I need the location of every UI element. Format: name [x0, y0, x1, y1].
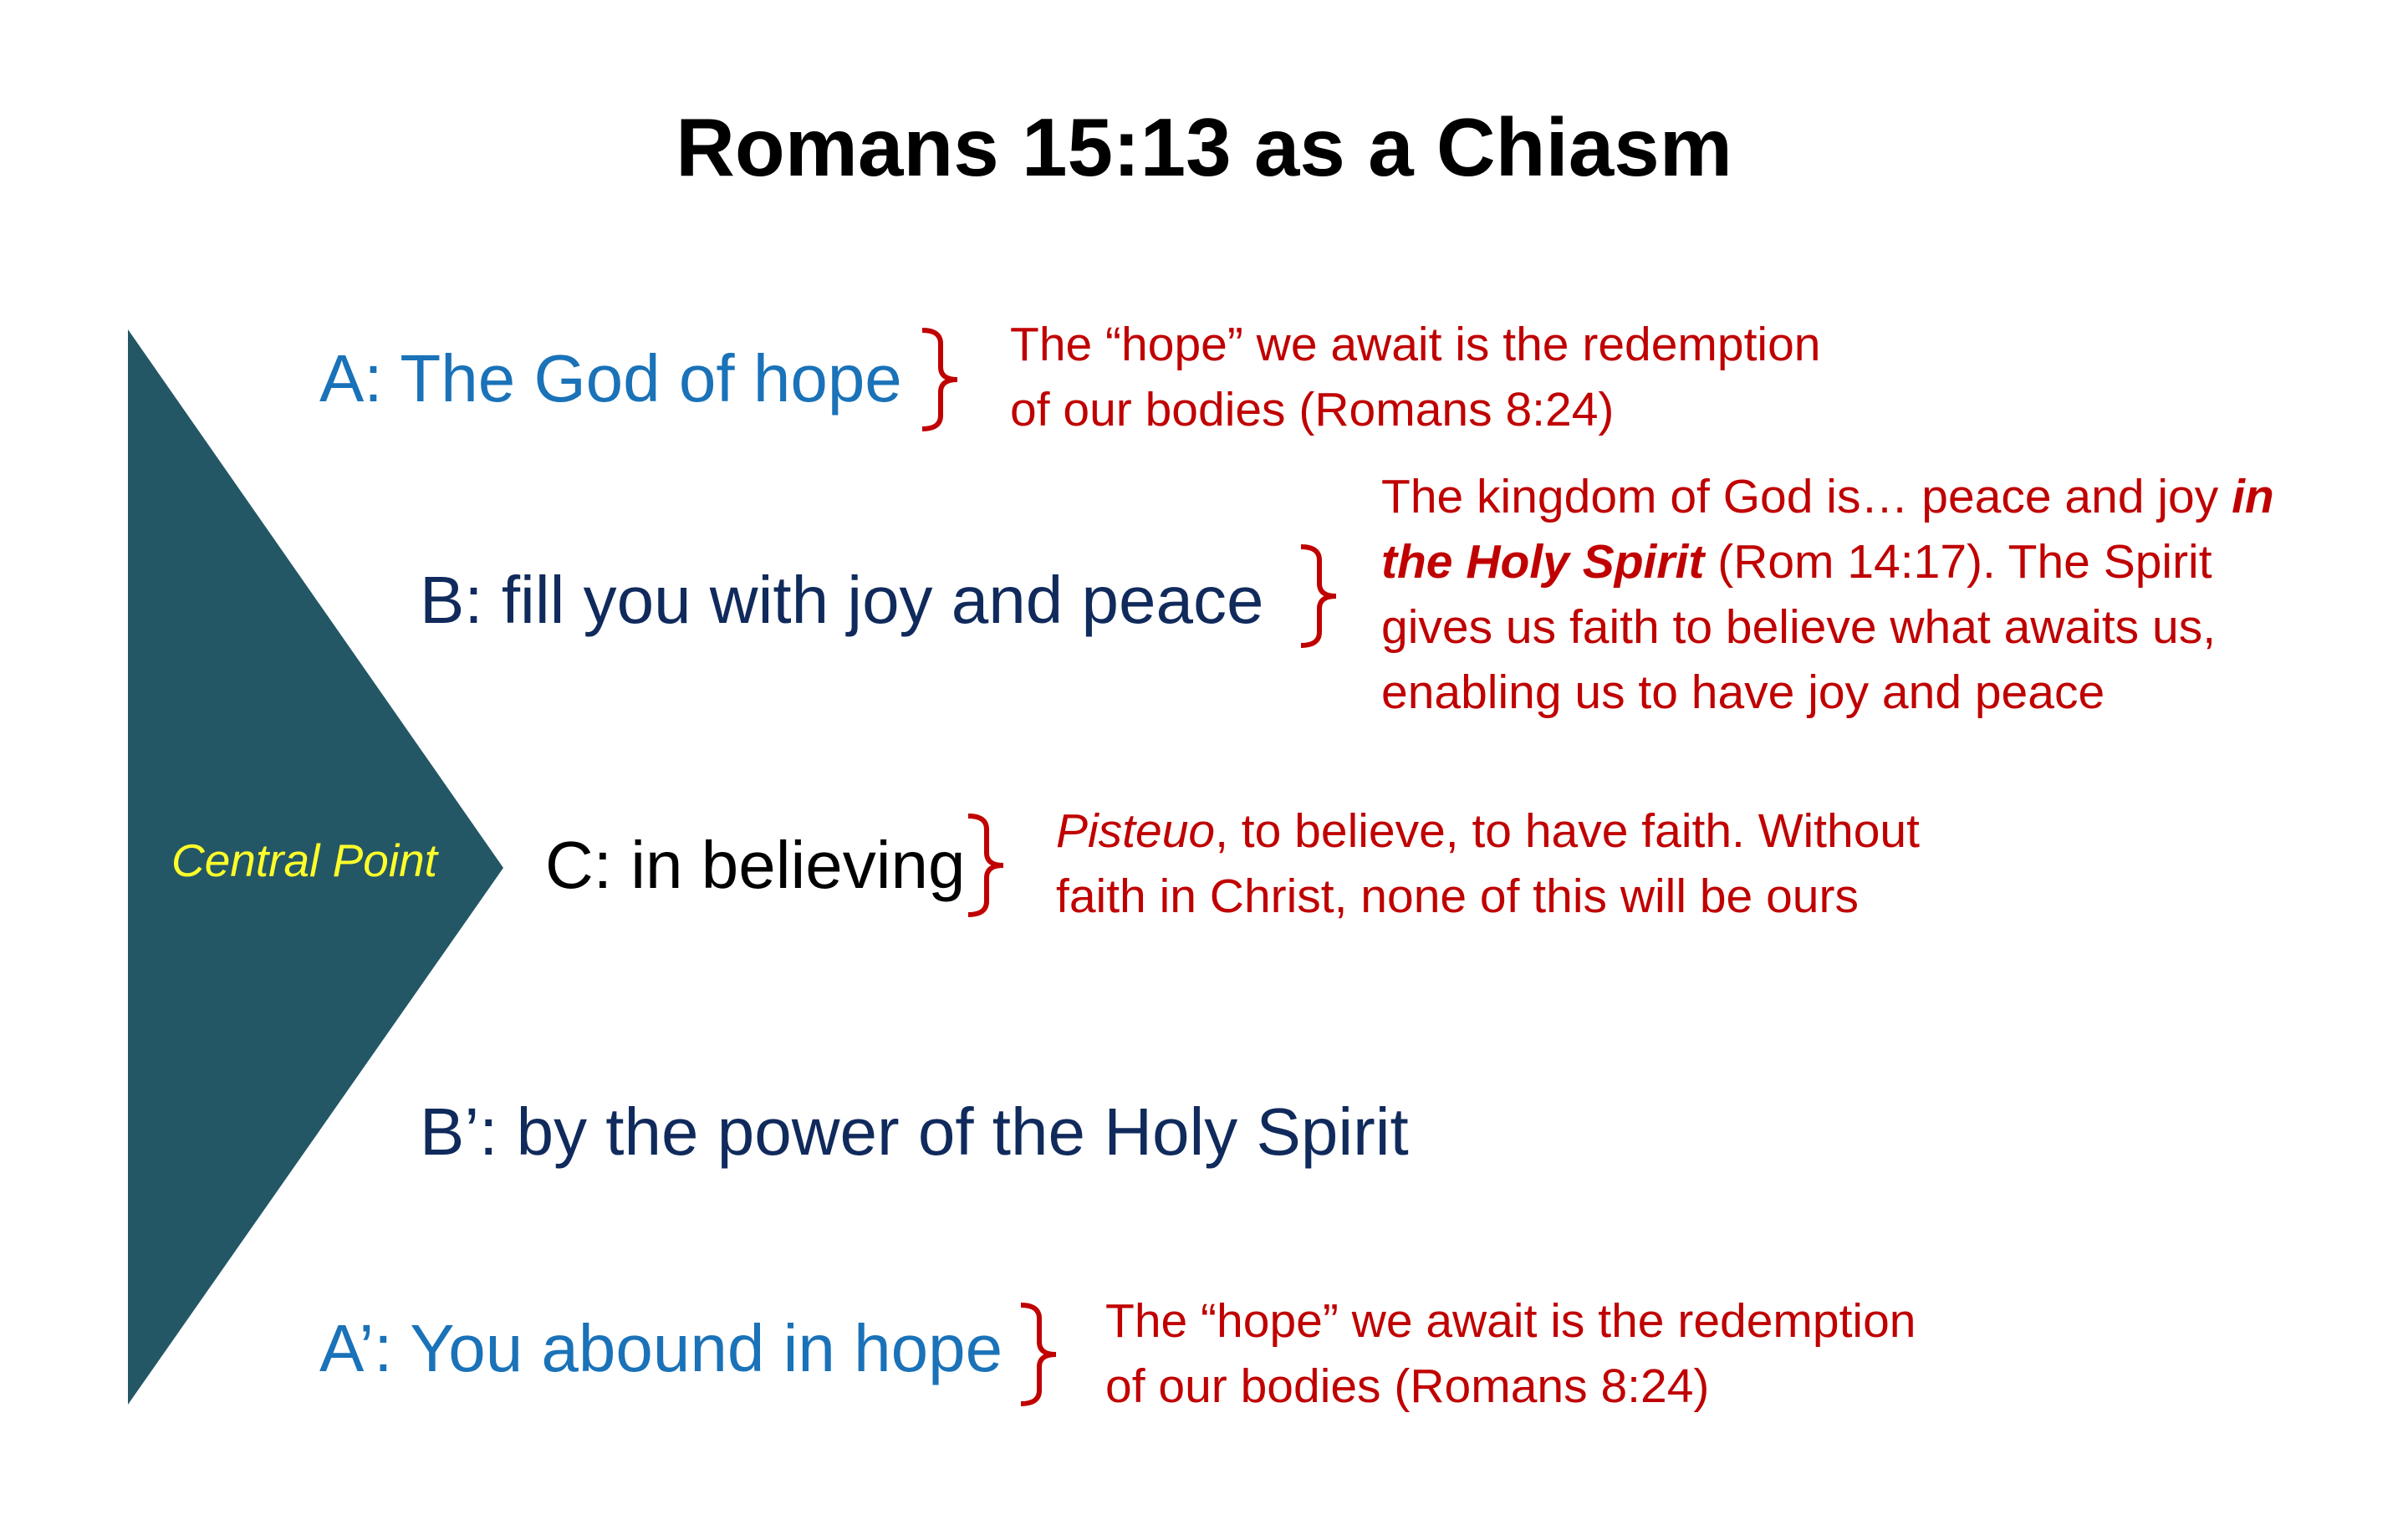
brace-c-icon	[962, 811, 1012, 920]
note-a-line-2: of our bodies (Romans 8:24)	[1010, 383, 1615, 436]
note-a-line-1: The “hope” we await is the redemption	[1010, 318, 1821, 371]
note-b-line-2	[1381, 529, 2274, 594]
brace-b-icon	[1294, 542, 1344, 650]
note-a	[1010, 312, 1821, 442]
note-b-line-2-text: (Rom 14:17). The Spirit	[1704, 535, 2212, 589]
note-c-line-1-text: , to believe, to have faith. Without	[1215, 804, 1920, 858]
row-b-prime-label: B’: by the power of the Holy Spirit	[420, 1094, 1409, 1169]
note-b-line-1-text: The kingdom of God is… peace and joy	[1381, 470, 2232, 523]
note-b-line-3: gives us faith to believe what awaits us,	[1381, 600, 2217, 654]
row-c-label: C: in believing	[545, 828, 966, 902]
note-a-prime-line-2: of our bodies (Romans 8:24)	[1105, 1359, 1710, 1413]
note-c	[1056, 798, 1920, 929]
row-a-prime-label: A’: You abound in hope	[319, 1311, 1003, 1385]
note-a-prime-line-1: The “hope” we await is the redemption	[1105, 1294, 1916, 1348]
note-a-prime	[1105, 1288, 1916, 1419]
note-b-line-1	[1381, 464, 2274, 529]
brace-a-prime-icon	[1014, 1300, 1064, 1409]
note-c-line-1	[1056, 798, 1920, 864]
slide-title: Romans 15:13 as a Chiasm	[676, 101, 1732, 193]
note-b	[1381, 464, 2274, 725]
central-point-label: Central Point	[171, 834, 437, 886]
brace-a-icon	[916, 325, 966, 434]
note-c-line-1-emphasis: Pisteuo	[1056, 804, 1216, 858]
note-b-line-4: enabling us to have joy and peace	[1381, 666, 2105, 719]
note-b-line-2-emphasis: the Holy Spirit	[1381, 535, 1705, 589]
note-c-line-2: faith in Christ, none of this will be ours	[1056, 870, 1859, 923]
row-a-label: A: The God of hope	[319, 341, 902, 416]
note-b-line-1-emphasis: in	[2232, 470, 2274, 523]
row-b-label: B: fill you with joy and peace	[420, 563, 1264, 637]
